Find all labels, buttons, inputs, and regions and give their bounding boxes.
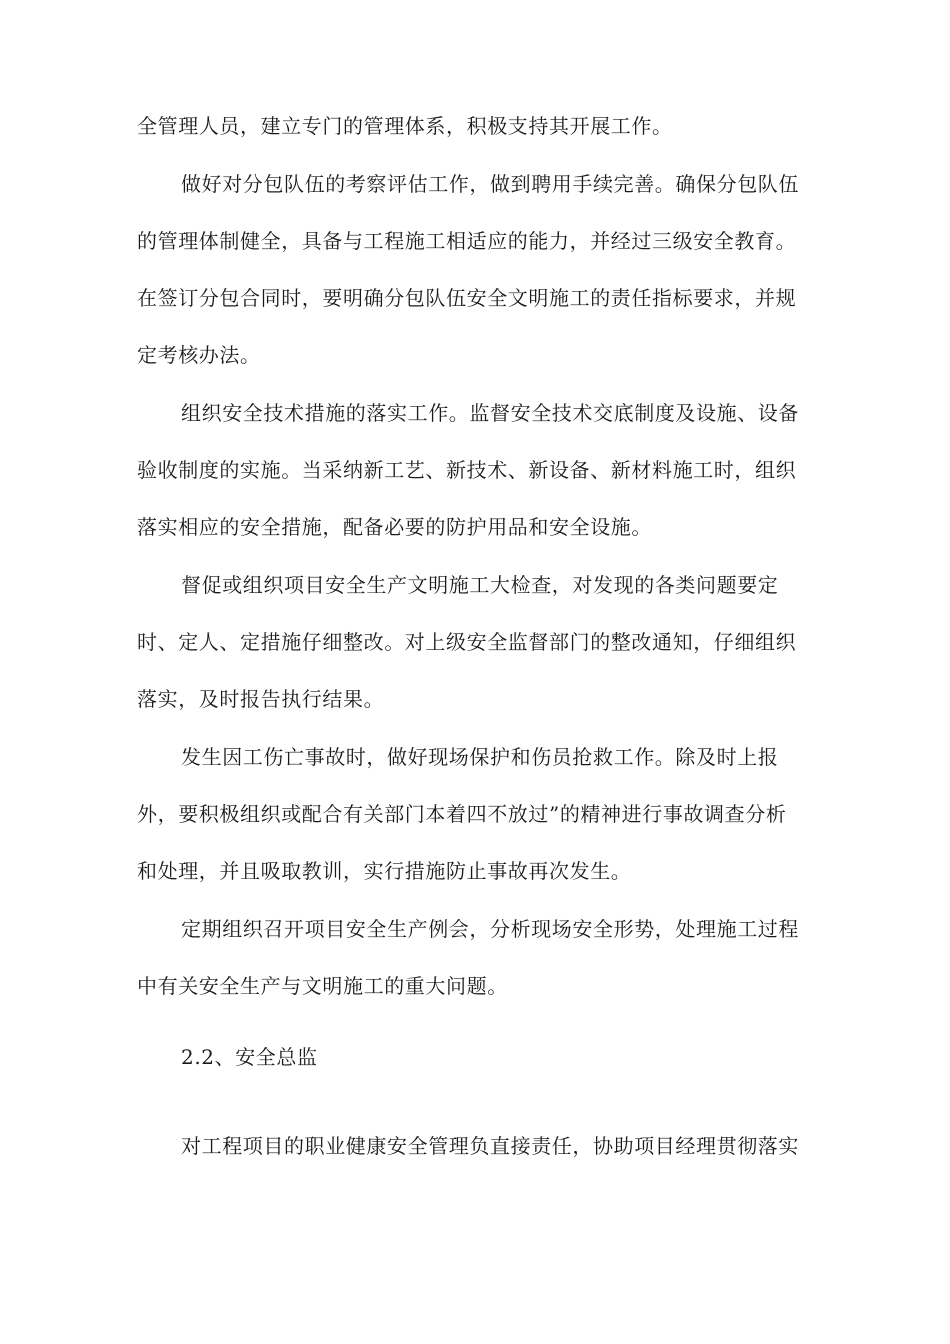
paragraph-line: 对工程项目的职业健康安全管理负直接责任，协助项目经理贯彻落实 [181,1134,799,1158]
paragraph-line: 和处理，并且吸取教训，实行措施防止事故再次发生。 [137,859,632,883]
paragraph-line: 落实相应的安全措施，配备必要的防护用品和安全设施。 [137,515,652,539]
paragraph-line: 落实，及时报告执行结果。 [137,687,385,711]
section-heading: 2.2、安全总监 [181,1045,318,1069]
paragraph-line: 验收制度的实施。当采纳新工艺、新技术、新设备、新材料施工时，组织 [137,458,797,482]
paragraph-line: 组织安全技术措施的落实工作。监督安全技术交底制度及设施、设备 [181,401,799,425]
paragraph-line: 发生因工伤亡事故时，做好现场保护和伤员抢救工作。除及时上报 [181,745,779,769]
paragraph-line: 定期组织召开项目安全生产例会，分析现场安全形势，处理施工过程 [181,917,799,941]
paragraph-line: 在签订分包合同时，要明确分包队伍安全文明施工的责任指标要求，并规 [137,286,797,310]
paragraph-line: 督促或组织项目安全生产文明施工大检查，对发现的各类问题要定 [181,573,779,597]
paragraph-line: 的管理体制健全，具备与工程施工相适应的能力，并经过三级安全教育。 [137,229,797,253]
paragraph-line: 全管理人员，建立专门的管理体系，积极支持其开展工作。 [137,114,673,138]
paragraph-line: 中有关安全生产与文明施工的重大问题。 [137,974,508,998]
paragraph-line: 外，要积极组织或配合有关部门本着四不放过”的精神进行事故调查分析 [137,802,787,826]
paragraph-line: 做好对分包队伍的考察评估工作，做到聘用手续完善。确保分包队伍 [181,172,799,196]
paragraph-line: 时、定人、定措施仔细整改。对上级安全监督部门的整改通知，仔细组织 [137,630,797,654]
paragraph-line: 定考核办法。 [137,343,261,367]
